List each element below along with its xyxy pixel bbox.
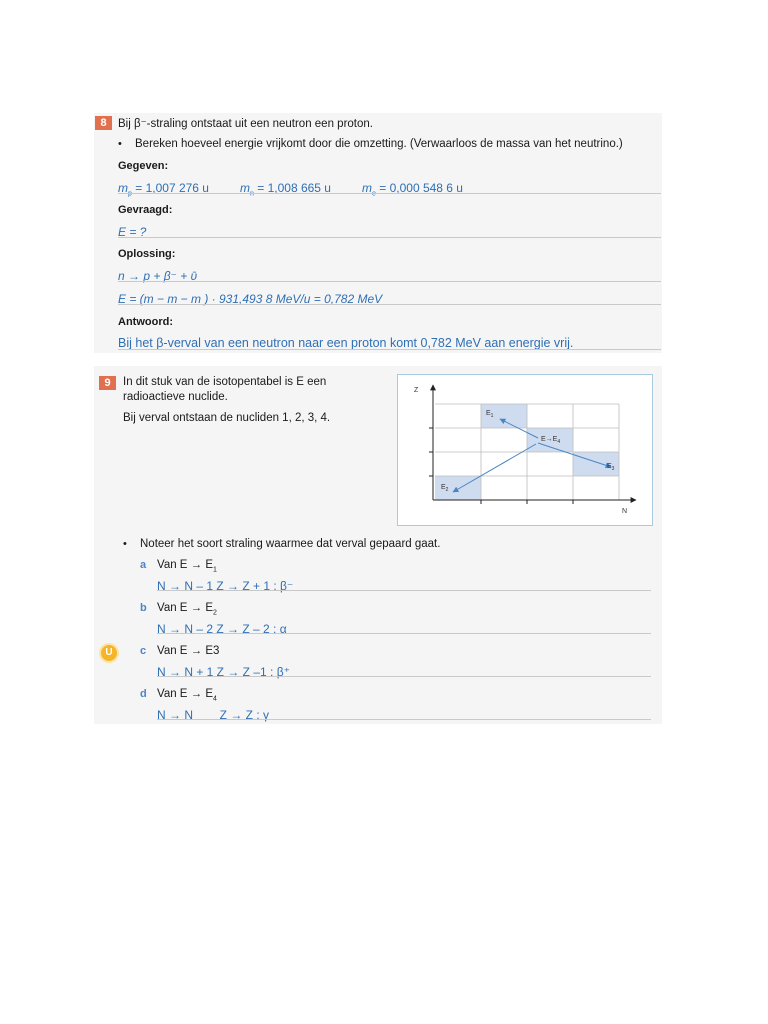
isotope-table-diagram <box>397 374 653 526</box>
given-label: Gegeven: <box>118 160 169 172</box>
part-d-answer: N → N Z → Z : γ <box>157 708 270 722</box>
part-b-letter: b <box>140 602 147 614</box>
part-d-letter: d <box>140 688 147 700</box>
given-me <box>362 181 463 197</box>
given-mp <box>118 181 209 197</box>
e3-sub: 3 <box>611 466 615 472</box>
mn-symbol: m <box>240 181 250 195</box>
answer-label: Antwoord: <box>118 316 173 328</box>
e2-sub: 2 <box>445 487 449 493</box>
e1-main: E <box>486 410 491 417</box>
asked-label: Gevraagd: <box>118 204 173 216</box>
me-sub: e <box>372 190 376 198</box>
arrow-to-e2 <box>453 444 536 492</box>
answer-line <box>157 719 651 720</box>
part-c-letter: c <box>140 645 147 657</box>
answer-text: Bij het β-verval van een neutron naar een proton komt 0,782 MeV aan energie vrij. <box>118 336 574 350</box>
bullet: • <box>123 538 127 550</box>
part-c-question: Van E → E3 <box>157 645 220 657</box>
solution-equation-1: n → p + β⁻ + ῡ <box>118 269 198 283</box>
mn-sub: n <box>250 190 254 198</box>
e3-main: E <box>607 463 612 470</box>
e-e4-main: E→E <box>541 436 558 443</box>
part-b-question-main: Van E → E <box>157 602 214 614</box>
me-value: = 0,000 548 6 u <box>375 181 463 195</box>
part-c-answer: N → N + 1 Z → Z –1 : β⁺ <box>157 665 290 679</box>
e1-sub: 1 <box>490 413 494 419</box>
intro-line-2: radioactieve nuclide. <box>123 391 228 403</box>
answer-line <box>118 281 661 282</box>
answer-line <box>157 590 651 591</box>
part-d-question <box>157 688 217 702</box>
mn-value: = 1,008 665 u <box>253 181 331 195</box>
part-d-question-sub: 4 <box>213 695 217 703</box>
intro-line-3: Bij verval ontstaan de nucliden 1, 2, 3, 4. <box>123 412 331 424</box>
answer-line <box>118 237 661 238</box>
bullet: • <box>118 138 122 150</box>
n-axis-label: N <box>622 508 628 515</box>
answer-line <box>118 193 661 194</box>
asked-value: E = ? <box>118 225 147 239</box>
given-mn <box>240 181 331 197</box>
solution-label: Oplossing: <box>118 248 176 260</box>
cell-e3 <box>573 452 619 476</box>
part-b-question <box>157 602 217 616</box>
mp-sub: p <box>128 190 132 198</box>
task-text: Noteer het soort straling waarmee dat verval gepaard gaat. <box>140 538 441 550</box>
u-badge-icon: U <box>101 645 117 661</box>
intro-line-1: In dit stuk van de isotopentabel is E een <box>123 376 327 388</box>
part-b-question-sub: 2 <box>213 609 217 617</box>
part-a-letter: a <box>140 559 147 571</box>
part-b-answer: N → N – 2 Z → Z – 2 : α <box>157 622 287 636</box>
part-a-answer: N → N – 1 Z → Z + 1 : β⁻ <box>157 579 294 593</box>
answer-line <box>118 349 661 350</box>
question-number-badge: 9 <box>99 376 116 390</box>
answer-line <box>157 633 651 634</box>
z-axis-label: Z <box>414 387 419 394</box>
mp-value: = 1,007 276 u <box>131 181 209 195</box>
mp-symbol: m <box>118 181 128 195</box>
me-symbol: m <box>362 181 372 195</box>
e-e4-sub: 4 <box>557 439 561 445</box>
part-a-question-main: Van E → E <box>157 559 214 571</box>
part-a-question <box>157 559 217 573</box>
answer-line <box>118 304 661 305</box>
answer-line <box>157 676 651 677</box>
part-d-question-main: Van E → E <box>157 688 214 700</box>
e2-main: E <box>441 484 446 491</box>
question-number-badge: 8 <box>95 116 112 130</box>
question-text: Bij β⁻-straling ontstaat uit een neutron een proton. <box>118 118 373 130</box>
part-a-question-sub: 1 <box>213 566 217 574</box>
solution-equation-2: E = (m − m − m ) · 931,493 8 MeV/u = 0,782 MeV <box>118 292 383 306</box>
task-text: Bereken hoeveel energie vrijkomt door die omzetting. (Verwaarloos de massa van het neutrino.) <box>135 138 623 150</box>
